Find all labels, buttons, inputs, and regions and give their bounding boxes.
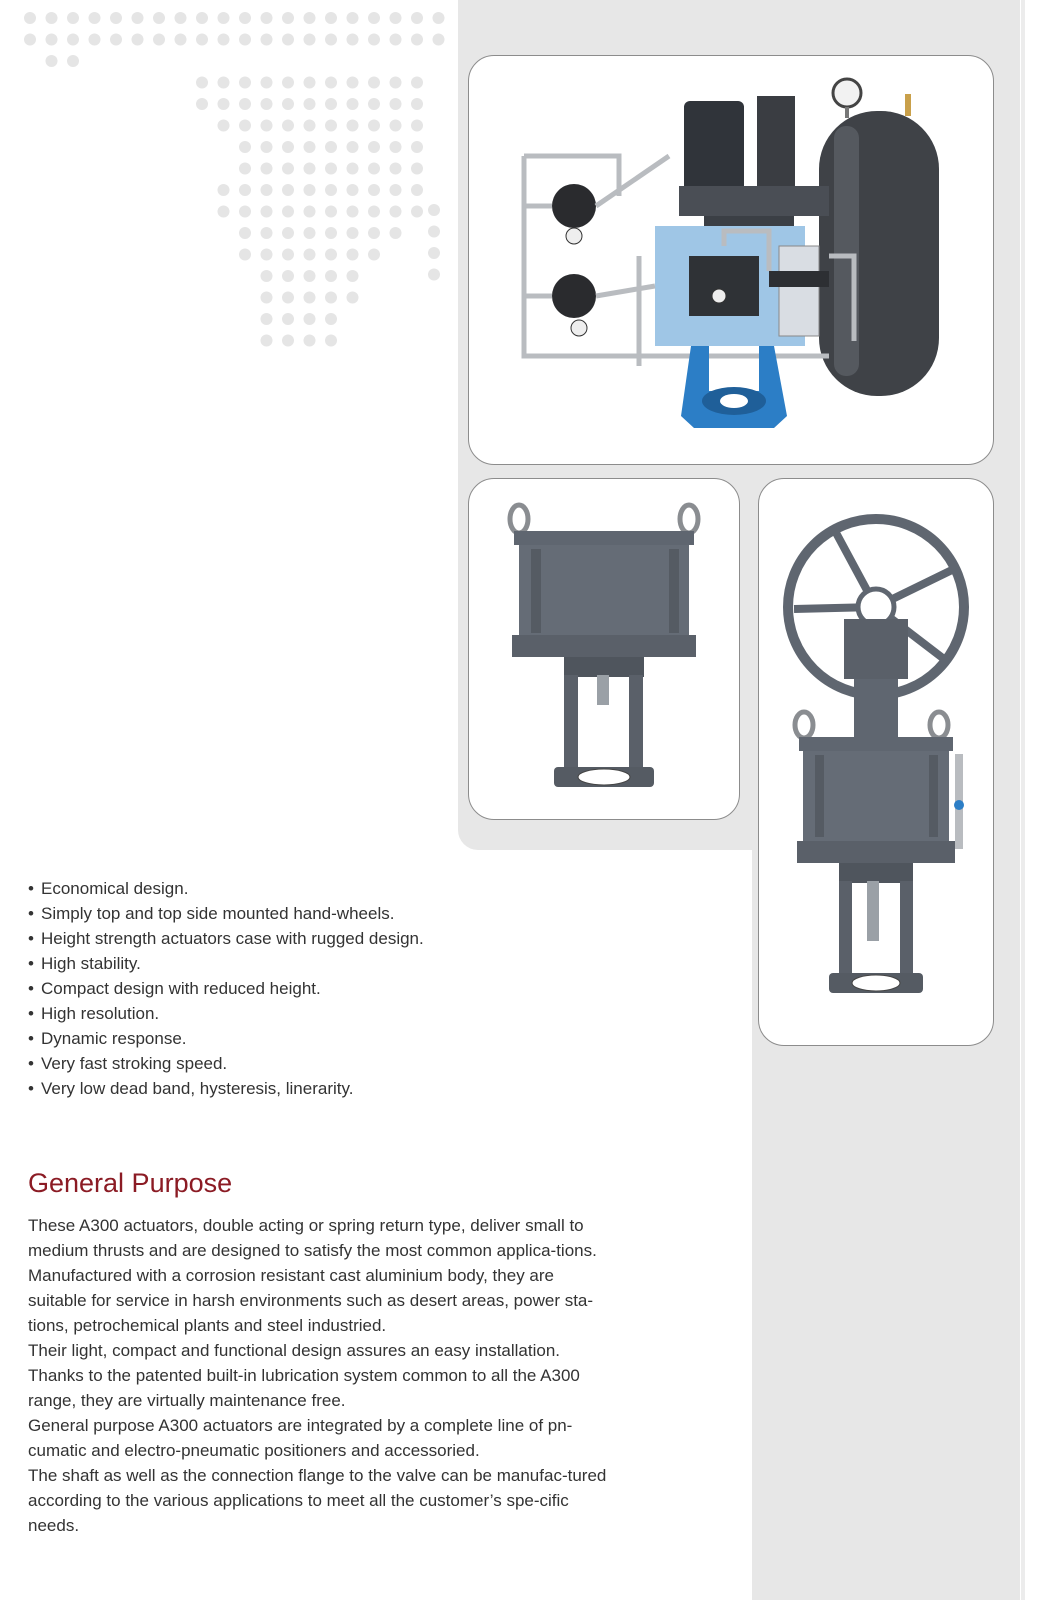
feature-text: Height strength actuators case with rugged design. [41, 929, 424, 948]
control-panel-image [469, 56, 993, 464]
actuator-handwheel-image [759, 479, 993, 1045]
feature-text: Dynamic response. [41, 1029, 187, 1048]
section-body [28, 1213, 613, 1538]
feature-text: Very low dead band, hysteresis, linerarity. [41, 1079, 354, 1098]
body-paragraph: The shaft as well as the connection flange to the valve can be manufac-tured according to the various applications to meet all the customer’s spe-cific needs. [28, 1466, 607, 1535]
body-paragraph: Their light, compact and functional design assures an easy installation. [28, 1341, 561, 1360]
photo-actuator-yoke [468, 478, 740, 820]
feature-item [28, 1051, 424, 1076]
feature-text: Economical design. [41, 879, 189, 898]
feature-text: Compact design with reduced height. [41, 979, 321, 998]
bullet-icon: • [28, 979, 34, 998]
bullet-icon: • [28, 1054, 34, 1073]
feature-item [28, 876, 424, 901]
feature-item [28, 1076, 424, 1101]
bullet-icon: • [28, 954, 34, 973]
feature-item [28, 1026, 424, 1051]
page-edge [1021, 0, 1025, 1600]
bullet-icon: • [28, 929, 34, 948]
feature-text: Simply top and top side mounted hand-wheels. [41, 904, 395, 923]
bullet-icon: • [28, 1029, 34, 1048]
bullet-icon: • [28, 1079, 34, 1098]
photo-control-panel [468, 55, 994, 465]
feature-text: High resolution. [41, 1004, 160, 1023]
body-paragraph: General purpose A300 actuators are integrated by a complete line of pn-cumatic and electro-pneumatic positioners and accessoried. [28, 1416, 573, 1460]
feature-text: Very fast stroking speed. [41, 1054, 228, 1073]
feature-item [28, 1001, 424, 1026]
feature-item [28, 951, 424, 976]
feature-item [28, 976, 424, 1001]
body-paragraph: Manufactured with a corrosion resistant cast aluminium body, they are suitable for service in harsh environments such as desert areas, power sta-tions, petrochemical plants and steel industried. [28, 1266, 594, 1335]
feature-list [28, 876, 424, 1101]
photo-actuator-handwheel [758, 478, 994, 1046]
bullet-icon: • [28, 904, 34, 923]
feature-text: High stability. [41, 954, 141, 973]
feature-item [28, 926, 424, 951]
body-paragraph: These A300 actuators, double acting or spring return type, deliver small to medium thrusts and are designed to satisfy the most common applica-tions. [28, 1216, 597, 1260]
bullet-icon: • [28, 879, 34, 898]
actuator-yoke-image [469, 479, 739, 819]
body-paragraph: Thanks to the patented built-in lubrication system common to all the A300 range, they are virtually maintenance free. [28, 1366, 580, 1410]
feature-item [28, 901, 424, 926]
bullet-icon: • [28, 1004, 34, 1023]
section-title: General Purpose [28, 1168, 233, 1198]
decorative-dot-pattern [0, 0, 460, 350]
